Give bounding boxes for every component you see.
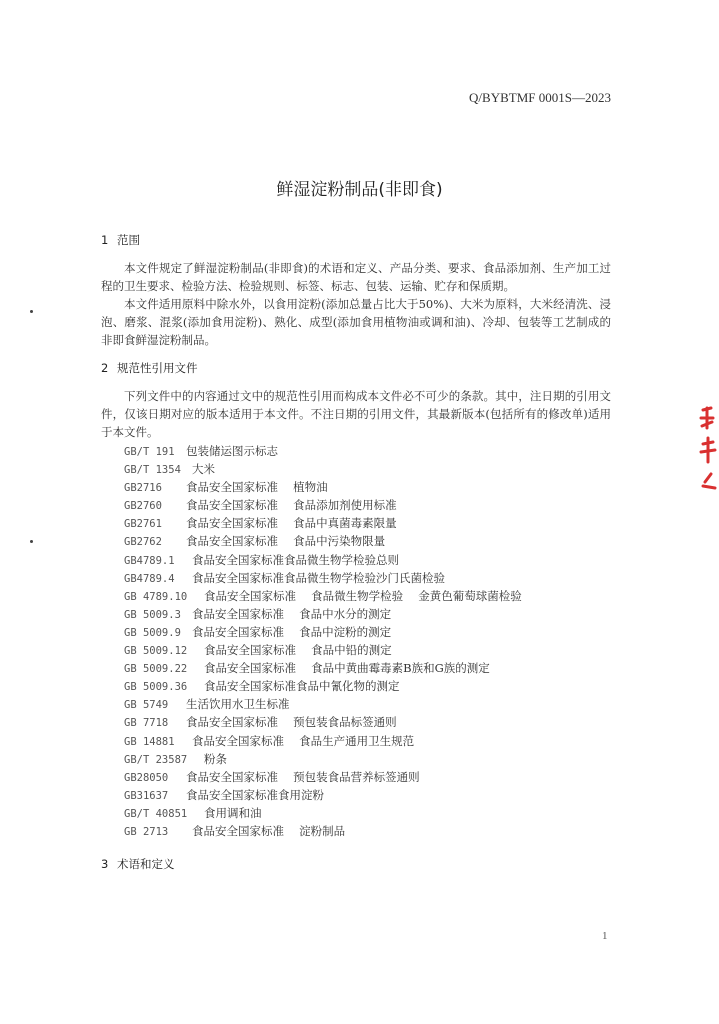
- scan-artifact-dot: [30, 540, 33, 543]
- section-1-heading: [101, 232, 140, 248]
- scope-paragraph-1: 本文件规定了鲜湿淀粉制品(非即食)的术语和定义、产品分类、要求、食品添加剂、生产加工过程的卫生要求、检验方法、检验规则、标签、标志、包装、运输、贮存和保质期。: [101, 261, 611, 293]
- reference-code: GB/T 40851: [124, 807, 188, 820]
- reference-code: GB 14881: [124, 735, 175, 748]
- reference-title: 包装储运图示标志: [186, 444, 278, 458]
- reference-code: GB 5009.22: [124, 663, 188, 676]
- reference-title: 食品安全国家标准食品微生物学检验沙门氏菌检验: [192, 570, 445, 585]
- reference-title: 生活饮用水卫生标准: [186, 697, 290, 712]
- scan-artifact-dot: [30, 310, 33, 313]
- reference-item: [124, 804, 522, 822]
- reference-code: GB28050: [124, 771, 169, 784]
- reference-item: [124, 695, 522, 713]
- reference-item: [124, 532, 522, 550]
- reference-item: [124, 478, 522, 496]
- reference-code: GB 5749: [124, 699, 169, 712]
- reference-title: 大米: [192, 462, 215, 477]
- reference-title: 食品安全国家标准食品中氰化物的测定: [204, 679, 400, 694]
- reference-code: GB 5009.12: [124, 645, 188, 658]
- reference-code: GB2716: [124, 482, 162, 495]
- reference-code: GB4789.1: [124, 554, 175, 567]
- section-title: 规范性引用文件: [117, 361, 198, 375]
- reference-code: GB/T 1354: [124, 464, 181, 477]
- references-intro-paragraph: 下列文件中的内容通过文中的规范性引用而构成本文件必不可少的条款。其中，注日期的引用文件，仅该日期对应的版本适用于本文件。不注日期的引用文件，其最新版本(包括所有的修改单)适用于本文件。: [101, 389, 611, 439]
- reference-title: 食品安全国家标准食品微生物学检验总则: [192, 552, 399, 567]
- reference-item: [124, 587, 522, 605]
- seal-stamp-fragment: [697, 404, 719, 494]
- reference-title: 食品安全国家标准 食品中黄曲霉毒素B族和G族的测定: [204, 661, 490, 676]
- section-title: 术语和定义: [117, 857, 175, 871]
- reference-title: 食品安全国家标准 食品中铅的测定: [204, 643, 392, 658]
- reference-title: 食品安全国家标准 食品生产通用卫生规范: [192, 733, 415, 748]
- reference-item: [124, 822, 522, 840]
- reference-item: [124, 514, 522, 532]
- reference-code: GB2762: [124, 536, 162, 549]
- reference-title: 食品安全国家标准 植物油: [186, 480, 328, 495]
- reference-item: [124, 768, 522, 786]
- reference-item: [124, 551, 522, 569]
- reference-title: 食品安全国家标准食用淀粉: [186, 787, 324, 802]
- section-title: 范围: [117, 233, 140, 247]
- reference-title: 粉条: [204, 751, 227, 766]
- reference-code: GB 5009.3: [124, 608, 181, 621]
- reference-code: GB 5009.9: [124, 626, 181, 639]
- reference-title: 食品安全国家标准 食品中污染物限量: [186, 534, 386, 549]
- section-number: 3: [101, 857, 109, 871]
- reference-code: GB2761: [124, 518, 162, 531]
- reference-item: [124, 750, 522, 768]
- reference-item: [124, 659, 522, 677]
- reference-title: 食品安全国家标准 食品微生物学检验 金黄色葡萄球菌检验: [204, 588, 522, 603]
- reference-title: 食品安全国家标准 预包装食品标签通则: [186, 715, 397, 730]
- reference-code: GB 5009.36: [124, 681, 188, 694]
- reference-item: [124, 442, 522, 460]
- scope-paragraph-2: 本文件适用原料中除水外，以食用淀粉(添加总量占比大于50%)、大米为原料，大米经清洗、浸泡、磨浆、混浆(添加食用淀粉)、熟化、成型(添加食用植物油或调和油)、冷却、包装等工艺制成的非即食鲜湿淀粉制品。: [101, 297, 611, 347]
- reference-title: 食用调和油: [204, 805, 262, 820]
- reference-title: 食品安全国家标准 食品中水分的测定: [192, 606, 392, 621]
- section-number: 2: [101, 361, 109, 375]
- reference-title: 食品安全国家标准 预包装食品营养标签通则: [186, 769, 420, 784]
- reference-item: [124, 786, 522, 804]
- reference-title: 食品安全国家标准 食品中真菌毒素限量: [186, 516, 397, 531]
- reference-title: 食品安全国家标准 淀粉制品: [192, 823, 346, 838]
- reference-item: [124, 677, 522, 695]
- reference-item: [124, 460, 522, 478]
- reference-code: GB 4789.10: [124, 590, 188, 603]
- reference-item: [124, 732, 522, 750]
- reference-title: 食品安全国家标准 食品添加剂使用标准: [186, 498, 397, 513]
- reference-code: GB 2713: [124, 825, 169, 838]
- reference-code: GB31637: [124, 789, 169, 802]
- reference-code: GB/T 23587: [124, 753, 188, 766]
- reference-code: GB4789.4: [124, 572, 175, 585]
- document-code: Q/BYBTMF 0001S—2023: [469, 90, 611, 105]
- normative-references-list: [124, 442, 522, 840]
- reference-item: [124, 641, 522, 659]
- document-title: 鲜湿淀粉制品(非即食): [276, 180, 443, 200]
- reference-code: GB/T 191: [124, 446, 175, 458]
- page-number: 1: [602, 930, 608, 942]
- reference-item: [124, 569, 522, 587]
- reference-item: [124, 713, 522, 731]
- section-number: 1: [101, 233, 109, 247]
- section-2-heading: [101, 360, 198, 376]
- reference-item: [124, 496, 522, 514]
- reference-item: [124, 623, 522, 641]
- reference-code: GB 7718: [124, 717, 169, 730]
- reference-item: [124, 605, 522, 623]
- reference-code: GB2760: [124, 500, 162, 513]
- section-3-heading: [101, 856, 175, 872]
- reference-title: 食品安全国家标准 食品中淀粉的测定: [192, 624, 392, 639]
